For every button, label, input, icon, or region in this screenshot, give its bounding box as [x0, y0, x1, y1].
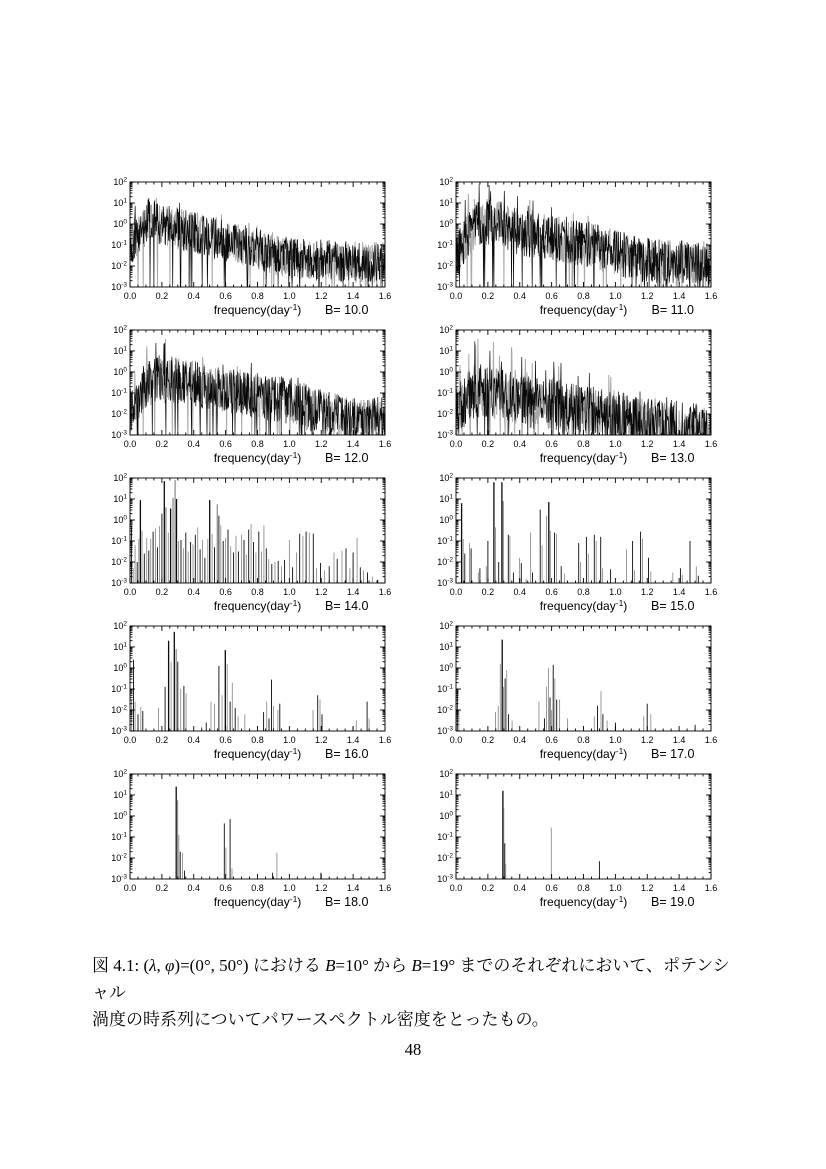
x-tick-label: 1.0 [283, 439, 296, 449]
x-tick-label: 0.8 [251, 883, 264, 893]
x-tick-label: 0.4 [513, 439, 527, 449]
x-tick-label: 0.8 [577, 587, 590, 597]
x-tick-label: 0.8 [251, 439, 264, 449]
y-tick-label: $10^{-1}$ [111, 683, 127, 694]
x-axis-title: frequency(day$^{-1}$) [539, 894, 628, 909]
x-tick-label: 1.6 [704, 587, 718, 597]
y-tick-label: $10^{-1}$ [437, 387, 453, 398]
x-tick-label: 0.2 [155, 439, 169, 449]
x-axis-title: frequency(day$^{-1}$) [213, 450, 302, 465]
x-tick-label: 0.2 [481, 291, 495, 301]
y-tick-label: $10^{-3}$ [437, 577, 453, 588]
x-axis-title: frequency(day$^{-1}$) [539, 598, 628, 613]
x-axis-title: frequency(day$^{-1}$) [539, 746, 628, 761]
x-tick-label: 0.2 [155, 587, 169, 597]
y-tick-label: $10^{-2}$ [111, 408, 127, 419]
x-tick-label: 0.0 [123, 291, 137, 301]
x-tick-label: 1.6 [378, 439, 392, 449]
x-tick-label: 1.6 [704, 291, 718, 301]
spectrum-plot [94, 765, 394, 911]
x-tick-label: 1.4 [346, 883, 360, 893]
y-tick-label: $10^{-2}$ [437, 260, 453, 271]
x-tick-label: 0.4 [187, 883, 201, 893]
x-axis-title: frequency(day$^{-1}$) [213, 302, 302, 317]
panel-b-value-label: B= 15.0 [651, 599, 695, 613]
y-tick-label: $10^0$ [113, 514, 127, 525]
y-tick-label: $10^{-3}$ [437, 281, 453, 292]
y-tick-label: $10^1$ [439, 641, 453, 652]
x-tick-label: 0.0 [449, 735, 463, 745]
x-tick-label: 0.8 [251, 587, 264, 597]
y-tick-label: $10^2$ [439, 472, 453, 483]
x-tick-label: 0.6 [219, 883, 232, 893]
y-tick-label: $10^0$ [439, 514, 453, 525]
x-tick-label: 1.4 [672, 587, 686, 597]
x-tick-label: 1.6 [704, 883, 718, 893]
figure-caption-line: 図 4.1: (λ, φ)=(0°, 50°) における B=10° から B=19° までのそれぞれにおいて、ポテンシャル [92, 956, 730, 1002]
x-tick-label: 1.4 [672, 439, 686, 449]
x-tick-label: 0.0 [449, 883, 463, 893]
x-tick-label: 1.0 [609, 735, 622, 745]
x-tick-label: 0.2 [481, 587, 495, 597]
panel-b-value-label: B= 16.0 [325, 747, 369, 761]
x-tick-label: 0.4 [187, 735, 201, 745]
y-tick-label: $10^{-3}$ [111, 429, 127, 440]
x-tick-label: 0.2 [155, 883, 169, 893]
x-tick-label: 1.6 [704, 735, 718, 745]
y-tick-label: $10^{-3}$ [111, 577, 127, 588]
spectrum-plot [420, 321, 720, 467]
x-tick-label: 0.6 [545, 587, 558, 597]
y-tick-label: $10^0$ [113, 366, 127, 377]
x-axis-title: frequency(day$^{-1}$) [539, 450, 628, 465]
x-tick-label: 0.0 [449, 439, 463, 449]
x-tick-label: 1.2 [640, 439, 654, 449]
x-tick-label: 1.0 [283, 291, 296, 301]
x-tick-label: 1.4 [346, 587, 360, 597]
y-tick-label: $10^2$ [113, 472, 127, 483]
y-tick-label: $10^1$ [113, 493, 127, 504]
y-tick-label: $10^1$ [113, 789, 127, 800]
x-tick-label: 1.4 [672, 291, 686, 301]
x-tick-label: 0.6 [545, 291, 558, 301]
y-tick-label: $10^{-1}$ [111, 535, 127, 546]
x-tick-label: 0.4 [187, 439, 201, 449]
x-tick-label: 0.0 [123, 883, 137, 893]
x-tick-label: 0.6 [219, 735, 232, 745]
x-tick-label: 0.6 [545, 735, 558, 745]
y-tick-label: $10^0$ [439, 662, 453, 673]
x-tick-label: 0.6 [545, 883, 558, 893]
y-tick-label: $10^{-1}$ [437, 831, 453, 842]
y-tick-label: $10^0$ [113, 810, 127, 821]
spectrum-plot [94, 321, 394, 467]
y-tick-label: $10^{-1}$ [437, 535, 453, 546]
spectrum-peaks [462, 482, 699, 583]
spectrum-peaks [457, 640, 695, 731]
panel-b-value-label: B= 19.0 [651, 895, 695, 909]
x-tick-label: 1.0 [283, 587, 296, 597]
x-tick-label: 1.4 [346, 735, 360, 745]
x-tick-label: 0.6 [219, 439, 232, 449]
spectrum-plot [420, 617, 720, 763]
panel-b-value-label: B= 17.0 [651, 747, 695, 761]
x-tick-label: 1.6 [704, 439, 718, 449]
y-tick-label: $10^2$ [113, 620, 127, 631]
x-tick-label: 1.6 [378, 735, 392, 745]
x-tick-label: 0.0 [123, 735, 137, 745]
y-tick-label: $10^0$ [439, 218, 453, 229]
x-axis-title: frequency(day$^{-1}$) [213, 598, 302, 613]
spectrum-panel-b-10 [94, 173, 394, 319]
page-number: 48 [404, 1040, 422, 1059]
x-tick-label: 0.2 [481, 735, 495, 745]
y-tick-label: $10^2$ [439, 620, 453, 631]
panel-b-value-label: B= 11.0 [651, 303, 695, 317]
figure-caption [92, 953, 744, 1034]
x-tick-label: 0.0 [123, 439, 137, 449]
y-tick-label: $10^{-1}$ [111, 831, 127, 842]
x-tick-label: 1.2 [640, 587, 654, 597]
spectrum-trace [456, 184, 711, 287]
y-tick-label: $10^{-3}$ [437, 725, 453, 736]
panel-b-value-label: B= 18.0 [325, 895, 369, 909]
y-tick-label: $10^{-2}$ [111, 704, 127, 715]
x-tick-label: 0.4 [513, 883, 527, 893]
spectrum-peaks [503, 791, 600, 879]
spectrum-peaks [132, 480, 378, 583]
spectrum-plot [420, 469, 720, 615]
x-tick-label: 1.6 [378, 291, 392, 301]
spectrum-peaks [176, 787, 321, 879]
x-tick-label: 1.6 [378, 883, 392, 893]
x-tick-label: 1.4 [346, 439, 360, 449]
y-tick-label: $10^1$ [439, 345, 453, 356]
panel-b-value-label: B= 13.0 [651, 451, 695, 465]
x-tick-label: 0.4 [513, 587, 527, 597]
y-tick-label: $10^{-2}$ [437, 852, 453, 863]
x-tick-label: 0.8 [251, 735, 264, 745]
y-tick-label: $10^1$ [113, 641, 127, 652]
y-tick-label: $10^{-3}$ [111, 873, 127, 884]
x-tick-label: 0.8 [577, 883, 590, 893]
spectrum-plot [420, 173, 720, 319]
x-tick-label: 0.8 [577, 735, 590, 745]
x-tick-label: 1.2 [314, 439, 328, 449]
y-tick-label: $10^{-1}$ [111, 239, 127, 250]
figure-caption-line: 渦度の時系列についてパワースペクトル密度をとったもの。 [92, 1009, 549, 1029]
spectrum-panel-b-19 [420, 765, 720, 911]
spectrum-plot [94, 469, 394, 615]
y-tick-label: $10^2$ [439, 768, 453, 779]
x-tick-label: 1.0 [609, 883, 622, 893]
y-tick-label: $10^0$ [113, 218, 127, 229]
x-tick-label: 1.6 [378, 587, 392, 597]
spectrum-panel-b-16 [94, 617, 394, 763]
spectrum-peaks [132, 632, 370, 731]
x-tick-label: 0.0 [123, 587, 137, 597]
x-tick-label: 0.2 [155, 735, 169, 745]
x-tick-label: 0.6 [219, 587, 232, 597]
y-tick-label: $10^{-3}$ [437, 429, 453, 440]
x-tick-label: 0.4 [513, 735, 527, 745]
y-tick-label: $10^{-1}$ [437, 239, 453, 250]
x-tick-label: 0.0 [449, 291, 463, 301]
x-tick-label: 1.2 [314, 291, 328, 301]
y-tick-label: $10^0$ [439, 366, 453, 377]
x-tick-label: 0.2 [155, 291, 169, 301]
x-tick-label: 0.2 [481, 439, 495, 449]
y-tick-label: $10^{-1}$ [437, 683, 453, 694]
x-axis-title: frequency(day$^{-1}$) [213, 894, 302, 909]
x-tick-label: 0.4 [187, 291, 201, 301]
x-tick-label: 1.2 [640, 291, 654, 301]
x-tick-label: 1.0 [609, 291, 622, 301]
y-tick-label: $10^2$ [113, 768, 127, 779]
x-tick-label: 0.0 [449, 587, 463, 597]
x-tick-label: 1.2 [640, 735, 654, 745]
y-tick-label: $10^1$ [113, 345, 127, 356]
spectrum-plot [94, 173, 394, 319]
y-tick-label: $10^2$ [113, 176, 127, 187]
y-tick-label: $10^0$ [439, 810, 453, 821]
x-tick-label: 1.4 [346, 291, 360, 301]
y-tick-label: $10^{-2}$ [437, 556, 453, 567]
y-tick-label: $10^{-3}$ [111, 281, 127, 292]
x-tick-label: 1.2 [314, 735, 328, 745]
x-tick-label: 0.6 [545, 439, 558, 449]
x-tick-label: 1.4 [672, 883, 686, 893]
y-tick-label: $10^1$ [439, 789, 453, 800]
spectrum-plot [420, 765, 720, 911]
x-tick-label: 0.8 [251, 291, 264, 301]
y-tick-label: $10^{-1}$ [111, 387, 127, 398]
spectrum-panel-b-15 [420, 469, 720, 615]
x-tick-label: 1.0 [283, 735, 296, 745]
x-tick-label: 0.6 [219, 291, 232, 301]
spectrum-panel-b-13 [420, 321, 720, 467]
x-tick-label: 1.2 [314, 883, 328, 893]
panel-b-value-label: B= 12.0 [325, 451, 369, 465]
y-tick-label: $10^{-3}$ [437, 873, 453, 884]
x-tick-label: 0.2 [481, 883, 495, 893]
y-tick-label: $10^1$ [439, 197, 453, 208]
y-tick-label: $10^2$ [439, 176, 453, 187]
x-tick-label: 1.4 [672, 735, 686, 745]
x-axis-title: frequency(day$^{-1}$) [539, 302, 628, 317]
spectrum-plot [94, 617, 394, 763]
y-tick-label: $10^{-2}$ [111, 556, 127, 567]
x-tick-label: 1.2 [314, 587, 328, 597]
x-tick-label: 0.8 [577, 291, 590, 301]
y-tick-label: $10^2$ [113, 324, 127, 335]
x-tick-label: 0.4 [187, 587, 201, 597]
panel-b-value-label: B= 14.0 [325, 599, 369, 613]
y-tick-label: $10^2$ [439, 324, 453, 335]
x-tick-label: 1.2 [640, 883, 654, 893]
y-tick-label: $10^{-3}$ [111, 725, 127, 736]
y-tick-label: $10^{-2}$ [111, 852, 127, 863]
y-tick-label: $10^0$ [113, 662, 127, 673]
x-tick-label: 0.4 [513, 291, 527, 301]
spectrum-panel-b-11 [420, 173, 720, 319]
y-tick-label: $10^1$ [113, 197, 127, 208]
x-axis-title: frequency(day$^{-1}$) [213, 746, 302, 761]
x-tick-label: 1.0 [609, 587, 622, 597]
x-tick-label: 1.0 [609, 439, 622, 449]
y-tick-label: $10^1$ [439, 493, 453, 504]
spectrum-panel-b-14 [94, 469, 394, 615]
x-tick-label: 0.8 [577, 439, 590, 449]
spectrum-panel-b-18 [94, 765, 394, 911]
spectrum-panel-b-17 [420, 617, 720, 763]
panel-b-value-label: B= 10.0 [325, 303, 369, 317]
x-tick-label: 1.0 [283, 883, 296, 893]
y-tick-label: $10^{-2}$ [111, 260, 127, 271]
spectrum-panel-b-12 [94, 321, 394, 467]
y-tick-label: $10^{-2}$ [437, 408, 453, 419]
y-tick-label: $10^{-2}$ [437, 704, 453, 715]
